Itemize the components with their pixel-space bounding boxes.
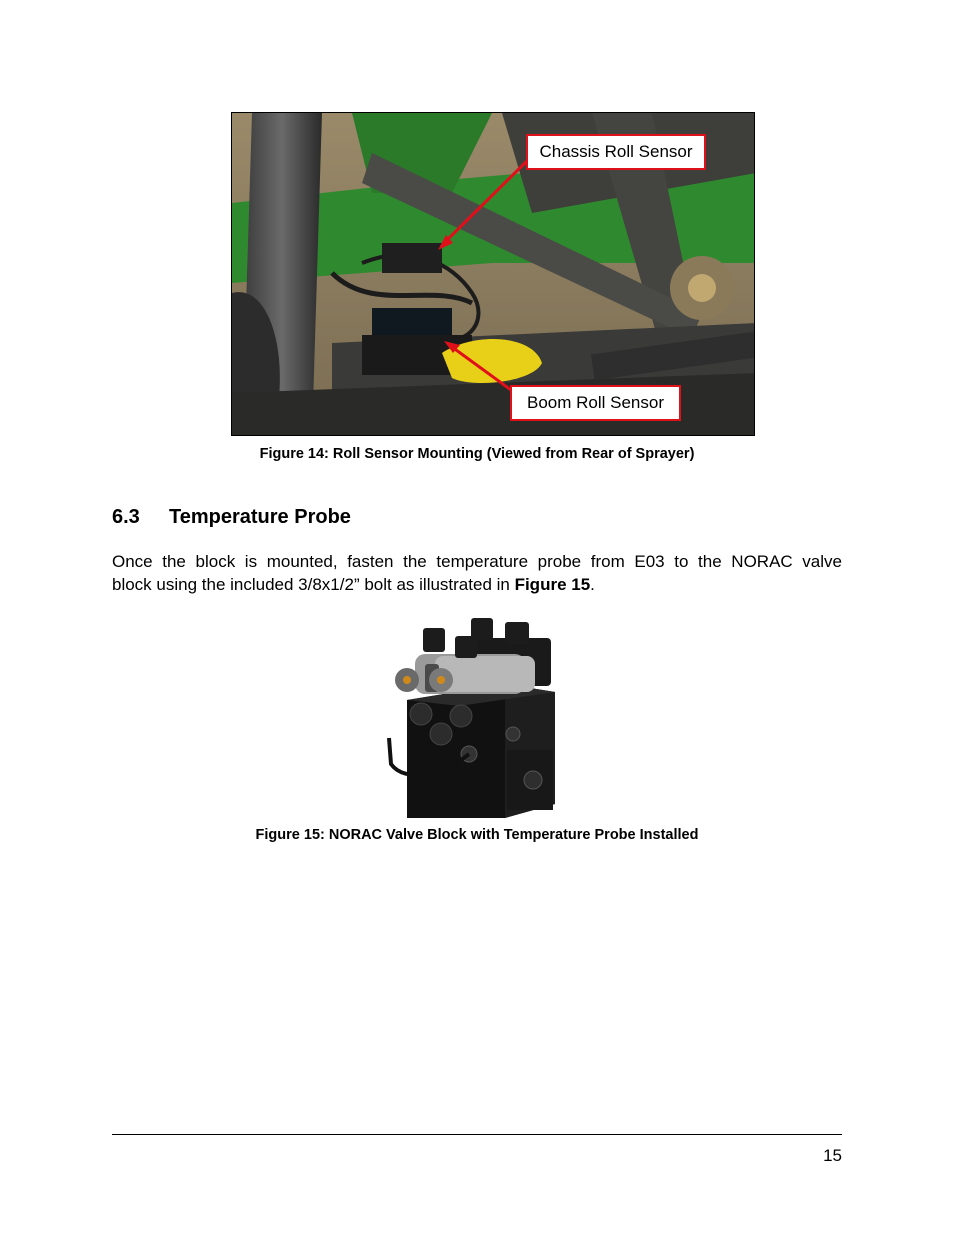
paragraph-line-1: Once the block is mounted, fasten the temperature probe from E03 to the NORAC valve bbox=[112, 552, 842, 571]
page-number: 15 bbox=[823, 1146, 842, 1165]
section-number: 6.3 bbox=[112, 506, 140, 528]
figure-15-reference: Figure 15 bbox=[514, 575, 591, 594]
paragraph-line-2-end: . bbox=[590, 575, 595, 594]
roll-sensor-photo bbox=[231, 112, 755, 436]
section-heading bbox=[112, 506, 351, 529]
footer-rule bbox=[112, 1134, 842, 1135]
chassis-roll-sensor-callout: Chassis Roll Sensor bbox=[526, 134, 706, 170]
section-title: Temperature Probe bbox=[169, 506, 351, 528]
valve-block-image bbox=[385, 614, 577, 820]
body-paragraph bbox=[112, 550, 842, 596]
paragraph-line-2-text: block using the included 3/8x1/2” bolt as illustrated in bbox=[112, 575, 515, 594]
paragraph-line-2 bbox=[112, 573, 842, 596]
boom-roll-sensor-callout: Boom Roll Sensor bbox=[510, 385, 681, 421]
figure-15-caption: Figure 15: NORAC Valve Block with Temperature Probe Installed bbox=[255, 827, 699, 843]
figure-14-caption: Figure 14: Roll Sensor Mounting (Viewed from Rear of Sprayer) bbox=[259, 446, 695, 462]
